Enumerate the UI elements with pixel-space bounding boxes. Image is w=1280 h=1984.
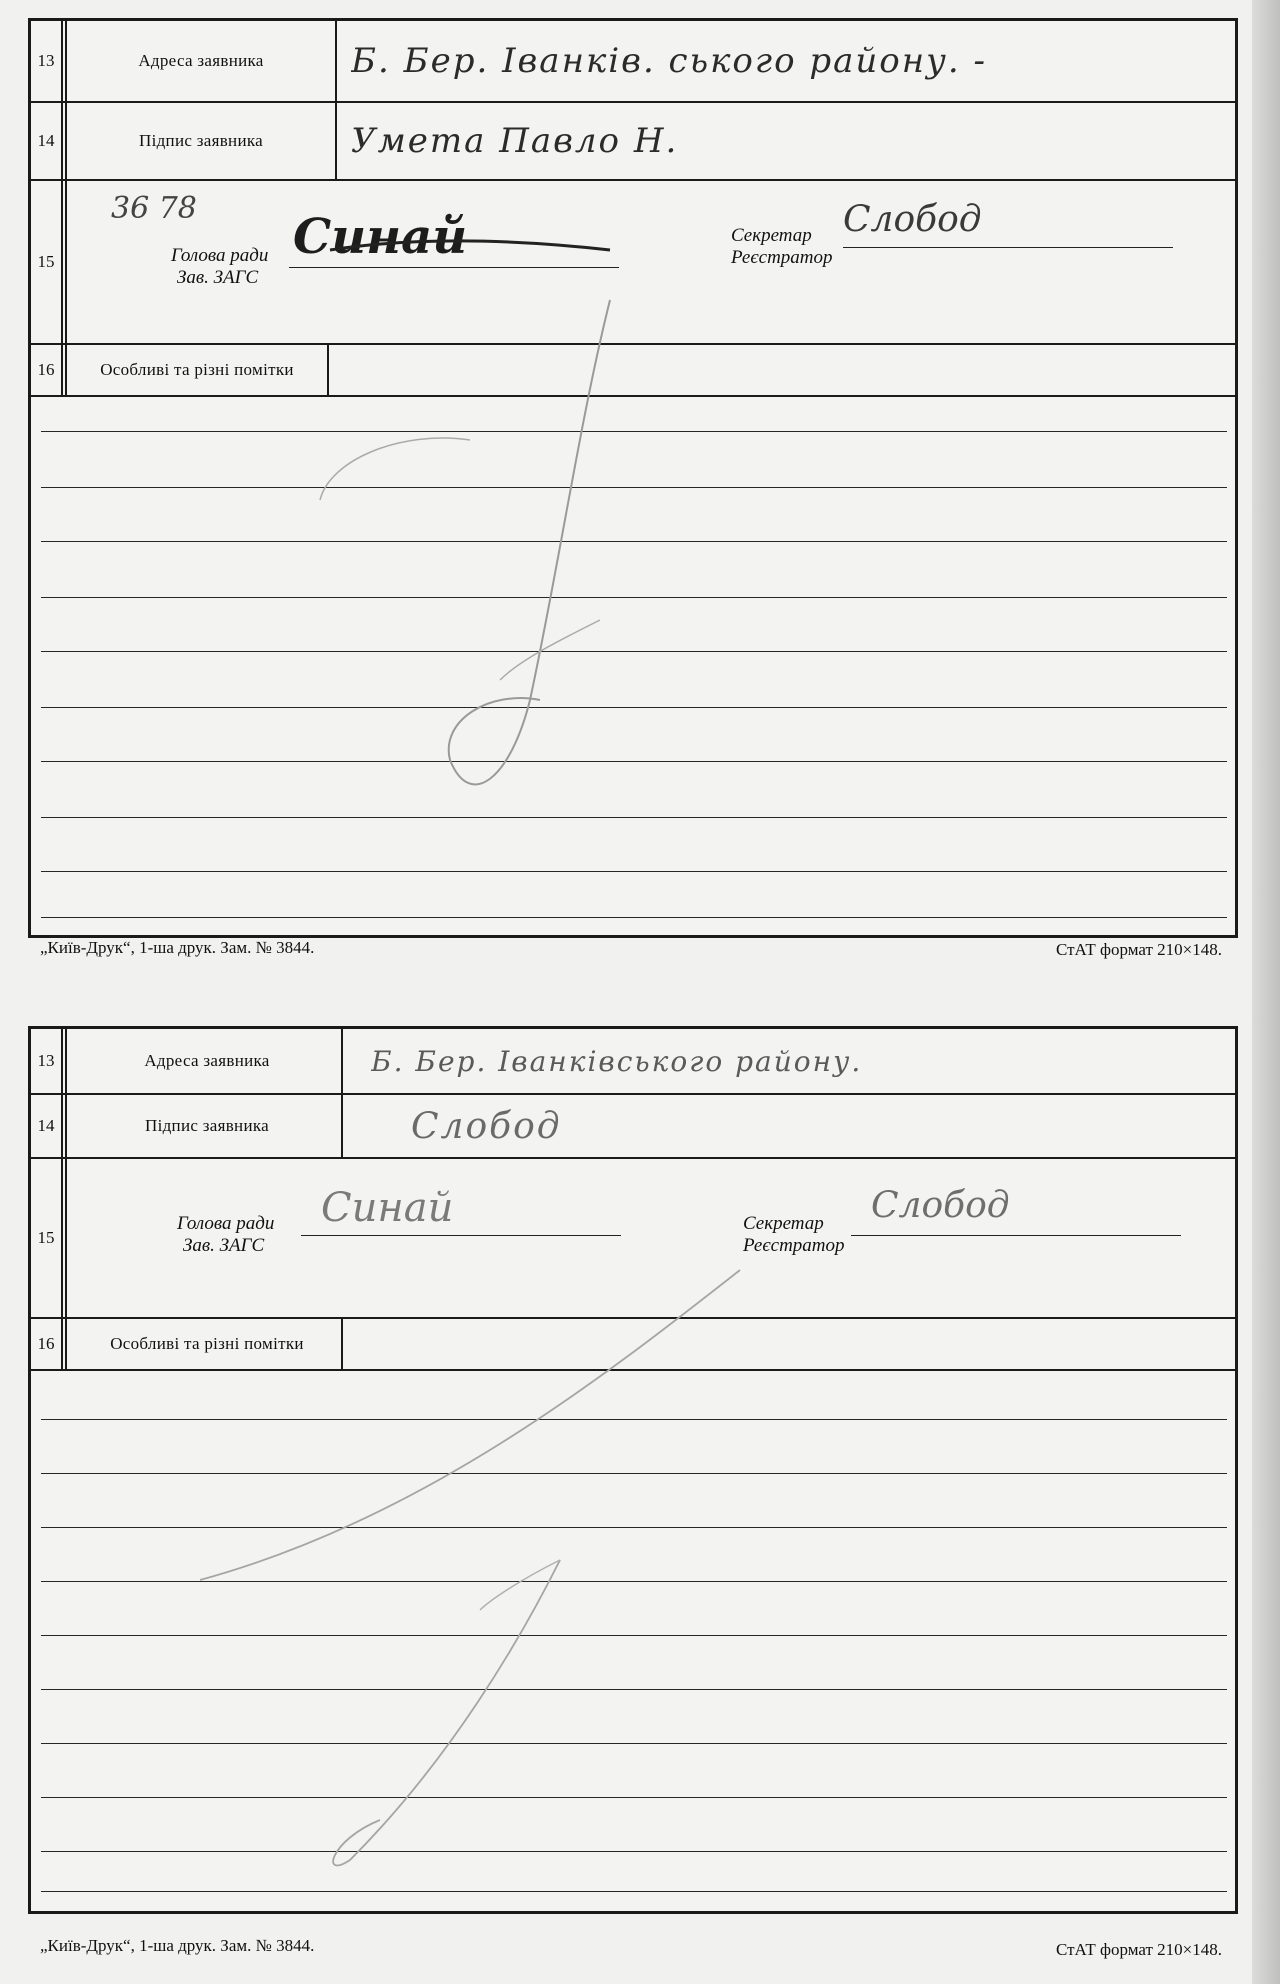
ruled-line <box>41 1851 1227 1852</box>
row-number: 13 <box>31 21 63 101</box>
ruled-line <box>41 1797 1227 1798</box>
ruled-line <box>41 761 1227 762</box>
head-signature: Синай <box>293 209 468 265</box>
printer-imprint: „Київ-Друк“, 1-ша друк. Зам. № 3844. <box>40 1936 315 1955</box>
form1-row-14 <box>31 103 1235 181</box>
secretary-signature-line <box>843 247 1173 248</box>
registration-form-bottom <box>28 1026 1238 1914</box>
row-number: 16 <box>31 345 63 395</box>
handwritten-mark: 36 78 <box>111 191 197 226</box>
head-signature: Синай <box>321 1185 454 1231</box>
applicant-signature-value: Умета Павло Н. <box>351 121 679 161</box>
head-signature-line <box>289 267 619 268</box>
form1-row-15 <box>31 181 1235 345</box>
form1-row-13 <box>31 21 1235 103</box>
applicant-signature-value: Слобод <box>411 1105 562 1147</box>
secretary-signature-line <box>851 1235 1181 1236</box>
row-number: 14 <box>31 103 63 179</box>
secretary-signature: Слобод <box>871 1185 1010 1226</box>
printer-imprint: „Київ-Друк“, 1-ша друк. Зам. № 3844. <box>40 938 315 957</box>
registry-head-label: Зав. ЗАГС <box>183 1235 265 1256</box>
ruled-line <box>41 487 1227 488</box>
form2-row-15 <box>31 1159 1235 1319</box>
ruled-line <box>41 1581 1227 1582</box>
format-imprint: СтАТ формат 210×148. <box>1056 1940 1222 1959</box>
ruled-line <box>41 431 1227 432</box>
special-notes-label: Особливі та різні помітки <box>67 345 329 395</box>
head-signature-line <box>301 1235 621 1236</box>
ruled-line <box>41 1635 1227 1636</box>
head-of-council-label: Голова ради <box>177 1213 275 1234</box>
page-edge-shadow <box>1252 0 1280 1984</box>
ruled-line <box>41 817 1227 818</box>
ruled-line <box>41 597 1227 598</box>
row-number: 15 <box>31 181 63 343</box>
ruled-line <box>41 1689 1227 1690</box>
registrar-label: Реєстратор <box>731 247 833 268</box>
form2-row-14 <box>31 1095 1235 1159</box>
form2-row-16 <box>31 1319 1235 1371</box>
registrar-label: Реєстратор <box>743 1235 845 1256</box>
special-notes-label: Особливі та різні помітки <box>73 1319 343 1369</box>
secretary-label: Секретар <box>743 1213 824 1234</box>
applicant-signature-label: Підпис заявника <box>73 1095 343 1157</box>
ruled-line <box>41 1473 1227 1474</box>
ruled-line <box>41 651 1227 652</box>
row-number: 16 <box>31 1319 63 1369</box>
row-number: 14 <box>31 1095 63 1157</box>
ruled-line <box>41 707 1227 708</box>
secretary-label: Секретар <box>731 225 812 246</box>
form1-row-16 <box>31 345 1235 397</box>
registration-form-top <box>28 18 1238 938</box>
ruled-line <box>41 917 1227 918</box>
ruled-line <box>41 1891 1227 1892</box>
form2-row-13 <box>31 1029 1235 1095</box>
format-imprint: СтАТ формат 210×148. <box>1056 940 1222 959</box>
applicant-address-label: Адреса заявника <box>67 21 337 101</box>
applicant-address-value: Б. Бер. Іванків. ського району. - <box>351 41 987 81</box>
ruled-line <box>41 1419 1227 1420</box>
applicant-signature-label: Підпис заявника <box>67 103 337 179</box>
ruled-line <box>41 1527 1227 1528</box>
ruled-line <box>41 541 1227 542</box>
applicant-address-label: Адреса заявника <box>73 1029 343 1093</box>
registry-head-label: Зав. ЗАГС <box>177 267 259 288</box>
row-number: 13 <box>31 1029 63 1093</box>
ruled-line <box>41 1743 1227 1744</box>
row-number: 15 <box>31 1159 63 1317</box>
applicant-address-value: Б. Бер. Іванківського району. <box>371 1044 863 1078</box>
head-of-council-label: Голова ради <box>171 245 269 266</box>
ruled-line <box>41 871 1227 872</box>
secretary-signature: Слобод <box>843 199 982 240</box>
